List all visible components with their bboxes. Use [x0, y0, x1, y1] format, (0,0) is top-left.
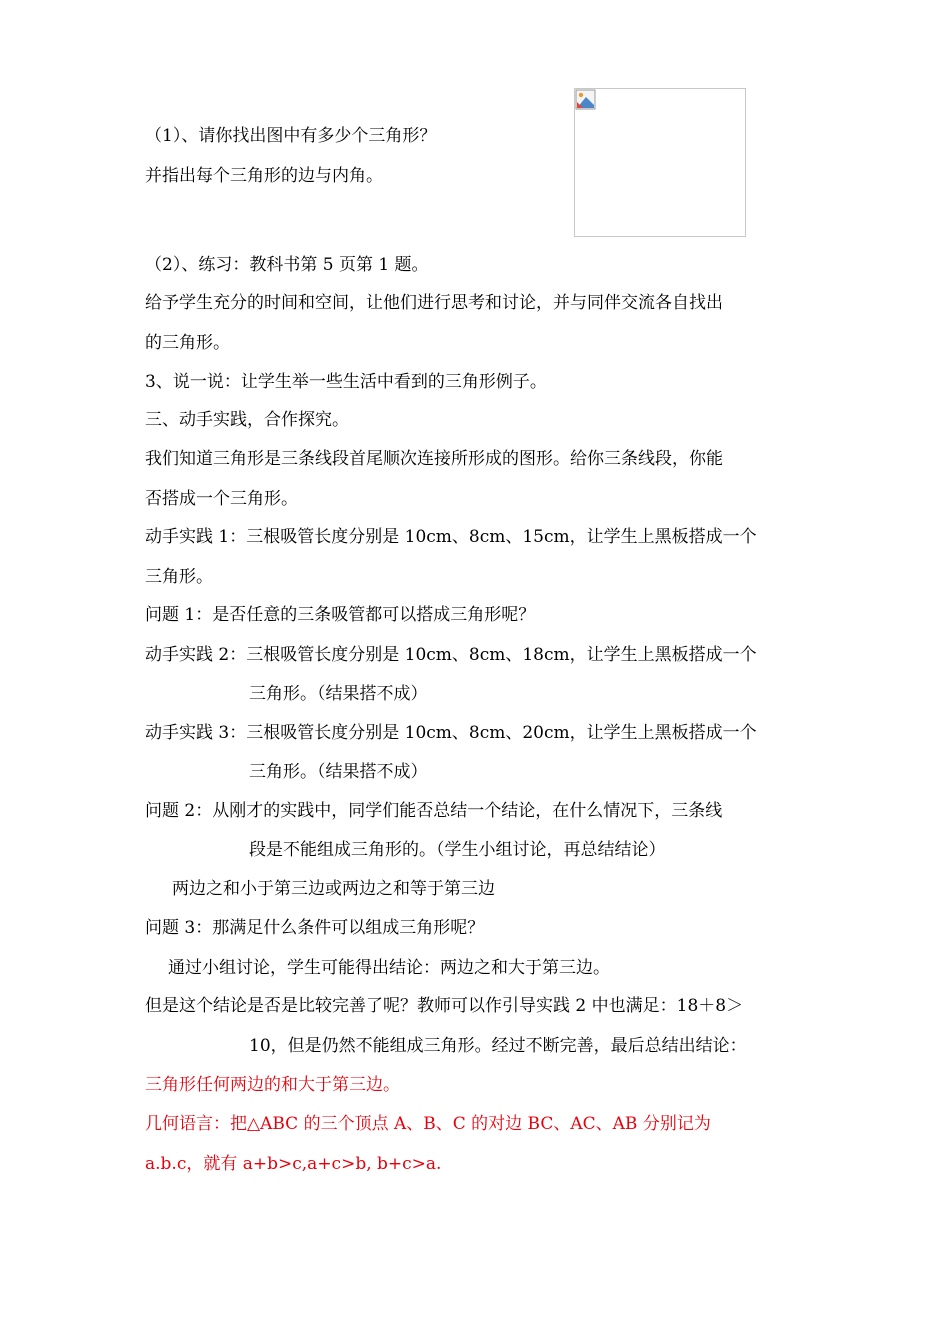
figure-placeholder — [574, 88, 746, 237]
question-1-followup: 并指出每个三角形的边与内角。 — [145, 166, 383, 186]
practice-3-line: 动手实践 3：三根吸管长度分别是 10cm、8cm、20cm，让学生上黑板搭成一个 — [145, 723, 757, 743]
theorem-statement: 三角形任何两边的和大于第三边。 — [145, 1075, 400, 1095]
practice-3-line-cont: 三角形。（结果搭不成） — [249, 762, 428, 782]
question-1-text: 问题 1：是否任意的三条吸管都可以搭成三角形呢？ — [145, 605, 536, 625]
paragraph-line: 我们知道三角形是三条线段首尾顺次连接所形成的图形。给你三条线段，你能 — [145, 449, 723, 469]
question-2-text-cont: 段是不能组成三角形的。（学生小组讨论，再总结结论） — [249, 840, 666, 860]
paragraph-line: 的三角形。 — [145, 333, 230, 353]
practice-2-line-cont: 三角形。（结果搭不成） — [249, 684, 428, 704]
practice-1-line-cont: 三角形。 — [145, 567, 213, 587]
question-2-text: 问题 2：从刚才的实践中，同学们能否总结一个结论，在什么情况下，三条线 — [145, 801, 723, 821]
conclusion-note: 两边之和小于第三边或两边之和等于第三边 — [172, 879, 495, 899]
paragraph-line: 否搭成一个三角形。 — [145, 489, 298, 509]
exercise-line: （2）、练习：教科书第 5 页第 1 题。 — [145, 255, 429, 275]
paragraph-line-cont: 10，但是仍然不能组成三角形。经过不断完善，最后总结出结论： — [249, 1036, 747, 1056]
section-3-heading: 3、说一说：让学生举一些生活中看到的三角形例子。 — [145, 372, 547, 392]
practice-2-line: 动手实践 2：三根吸管长度分别是 10cm、8cm、18cm，让学生上黑板搭成一个 — [145, 645, 757, 665]
practice-1-line: 动手实践 1：三根吸管长度分别是 10cm、8cm、15cm，让学生上黑板搭成一个 — [145, 527, 757, 547]
paragraph-line: 但是这个结论是否是比较完善了呢？教师可以作引导实践 2 中也满足：18＋8＞ — [145, 996, 744, 1016]
geometric-language-line: 几何语言：把△ABC 的三个顶点 A、B、C 的对边 BC、AC、AB 分别记为 — [145, 1114, 711, 1134]
geometric-language-formula: a.b.c，就有 a+b>c,a+c>b, b+c>a. — [145, 1154, 442, 1174]
question-1-line: （1）、请你找出图中有多少个三角形？ — [145, 126, 437, 146]
question-3-text: 问题 3：那满足什么条件可以组成三角形呢？ — [145, 918, 485, 938]
discussion-result: 通过小组讨论，学生可能得出结论：两边之和大于第三边。 — [168, 958, 610, 978]
broken-image-icon — [575, 89, 596, 110]
paragraph-line: 给予学生充分的时间和空间，让他们进行思考和讨论，并与同伴交流各自找出 — [145, 293, 723, 313]
section-heading: 三、动手实践，合作探究。 — [145, 410, 349, 430]
